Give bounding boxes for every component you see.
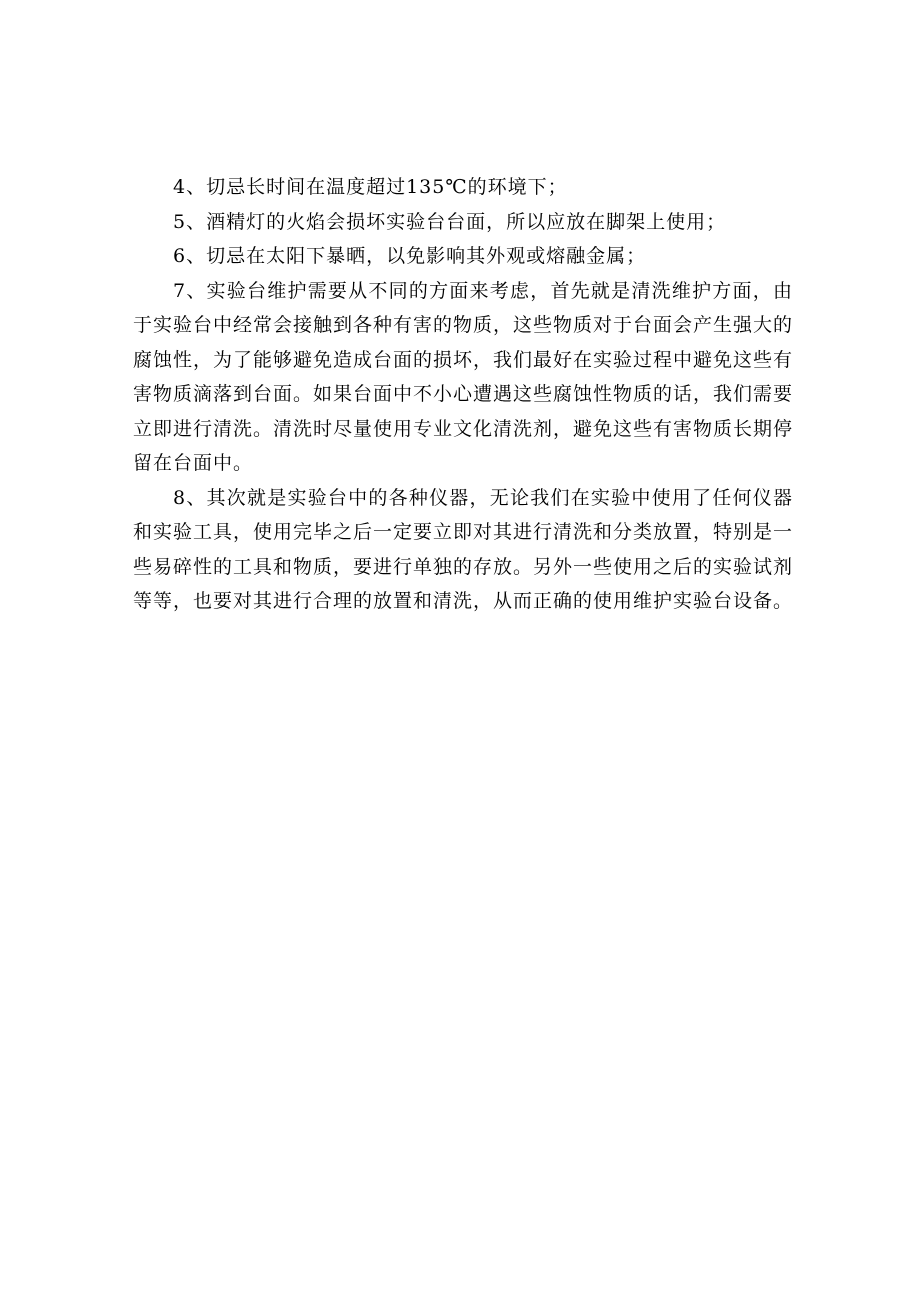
paragraph-item-8: 8、其次就是实验台中的各种仪器，无论我们在实验中使用了任何仪器和实验工具，使用完毕之后一定要立即对其进行清洗和分类放置，特别是一些易碎性的工具和物质，要进行单独的存放。另外一些使用之后的实验试剂等等，也要对其进行合理的放置和清洗，从而正确的使用维护实验台设备。 <box>133 486 794 612</box>
paragraph-item-4: 4、切忌长时间在温度超过135℃的环境下； <box>173 176 568 198</box>
paragraph-item-5: 5、酒精灯的火焰会损坏实验台台面，所以应放在脚架上使用； <box>173 210 727 233</box>
paragraph-item-7: 7、实验台维护需要从不同的方面来考虑，首先就是清洗维护方面，由于实验台中经常会接触到各种有害的物质，这些物质对于台面会产生强大的腐蚀性，为了能够避免造成台面的损坏，我们最好在实验过程中避免这些有害物质滴落到台面。如果台面中不小心遭遇这些腐蚀性物质的话，我们需要立即进行清洗。清洗时尽量使用专业文化清洗剂，避免这些有害物质长期停留在台面中。 <box>133 279 794 474</box>
document-body <box>133 170 793 619</box>
paragraph-item-6: 6、切忌在太阳下暴晒，以免影响其外观或熔融金属； <box>173 245 647 267</box>
